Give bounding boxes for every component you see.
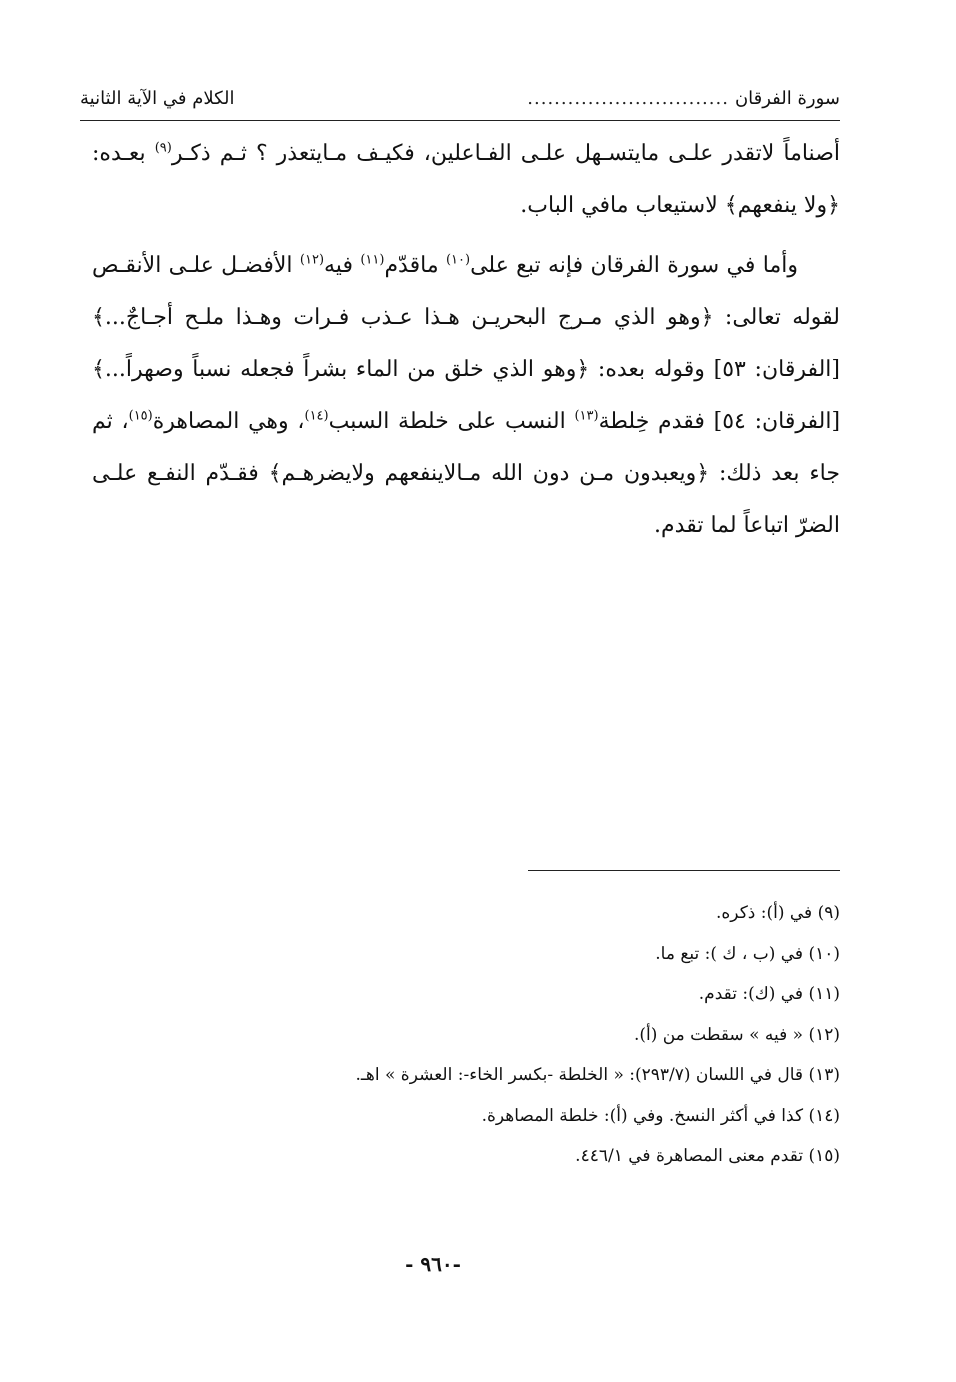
footnote-14: (١٤) كذا في أكثر النسخ. وفي (أ): خلطة المصاهرة. xyxy=(481,1105,840,1126)
footnote-ref-9: (٩) xyxy=(154,140,172,156)
text-run: وأما في سورة الفرقان فإنه تبع على xyxy=(470,253,798,278)
footnote-13: (١٣) قال في اللسان (٢٩٣/٧): « الخلطة -بكسر الخاء-: العشرة » اهـ. xyxy=(355,1065,840,1085)
text-run: بعـده: ﴿ولا ينفعهم﴾ لاستيعاب مافي الباب. xyxy=(92,141,840,218)
text-run: أصناماً لاتقدر علـى مايتسـهل علـى الفـاعلين، فكيـف مـايتعذر ؟ ثـم ذكـر xyxy=(171,141,840,166)
text-run: ، ثم جاء بعد ذلك: ﴿ويعبدون مـن دون الله مـالاينفعهم ولايضرهـم﴾ فقـدّم النفـع علـى الضرّ اتباعاً لما تقدم. xyxy=(92,409,840,538)
footnote-11: (١١) في (ك): تقدم. xyxy=(698,984,840,1004)
paragraph-1 xyxy=(92,128,840,232)
text-run: فيه xyxy=(324,253,361,278)
footnote-9: (٩) في (أ): ذكره. xyxy=(716,903,840,923)
footnotes xyxy=(200,893,840,1177)
footnote-ref-13: (١٣) xyxy=(574,408,599,424)
text-run: ، وهي المصاهرة xyxy=(152,409,305,434)
paragraph-2 xyxy=(92,240,840,552)
footnote-15: (١٥) تقدم معنى المصاهرة في ٤٤٦/١. xyxy=(575,1146,840,1166)
page-number: -٩٦٠ - xyxy=(405,1252,461,1276)
text-run: ماقدّم xyxy=(384,253,446,278)
footnote-ref-10: (١٠) xyxy=(445,252,471,268)
footnote-ref-12: (١٢) xyxy=(299,252,325,268)
text-run: الأفضـل علـى الأنقـص لقوله تعالى: ﴿وهو الذي مـرج البحريـن هـذا عـذب فـرات وهـذا ملـح أجـاجٌ...﴾ [الفرقان: ٥٣] وقوله بعده: ﴿وهو الذي خلق من الماء بشراً فجعله نسباً وصهراً...﴾ [الفرقان: ٥٤] فقدم خِلطة xyxy=(92,253,841,434)
section-title: الكلام في الآية الثانية xyxy=(80,87,235,109)
footnote-12: (١٢) « فيه » سقطت من (أ). xyxy=(633,1024,840,1045)
footnote-ref-15: (١٥) xyxy=(128,408,153,424)
header-leader-dots: .............................. xyxy=(527,87,729,109)
surah-title: سورة الفرقان xyxy=(734,87,840,109)
footnote-ref-11: (١١) xyxy=(360,252,385,268)
text-run: النسب على خلطة السبب xyxy=(328,409,575,434)
footnote-separator xyxy=(528,870,840,871)
footnote-10: (١٠) في (ب ، ك ): تبع ما. xyxy=(655,943,840,964)
footnote-ref-14: (١٤) xyxy=(304,408,329,424)
main-text xyxy=(92,128,840,552)
running-header xyxy=(80,76,840,121)
